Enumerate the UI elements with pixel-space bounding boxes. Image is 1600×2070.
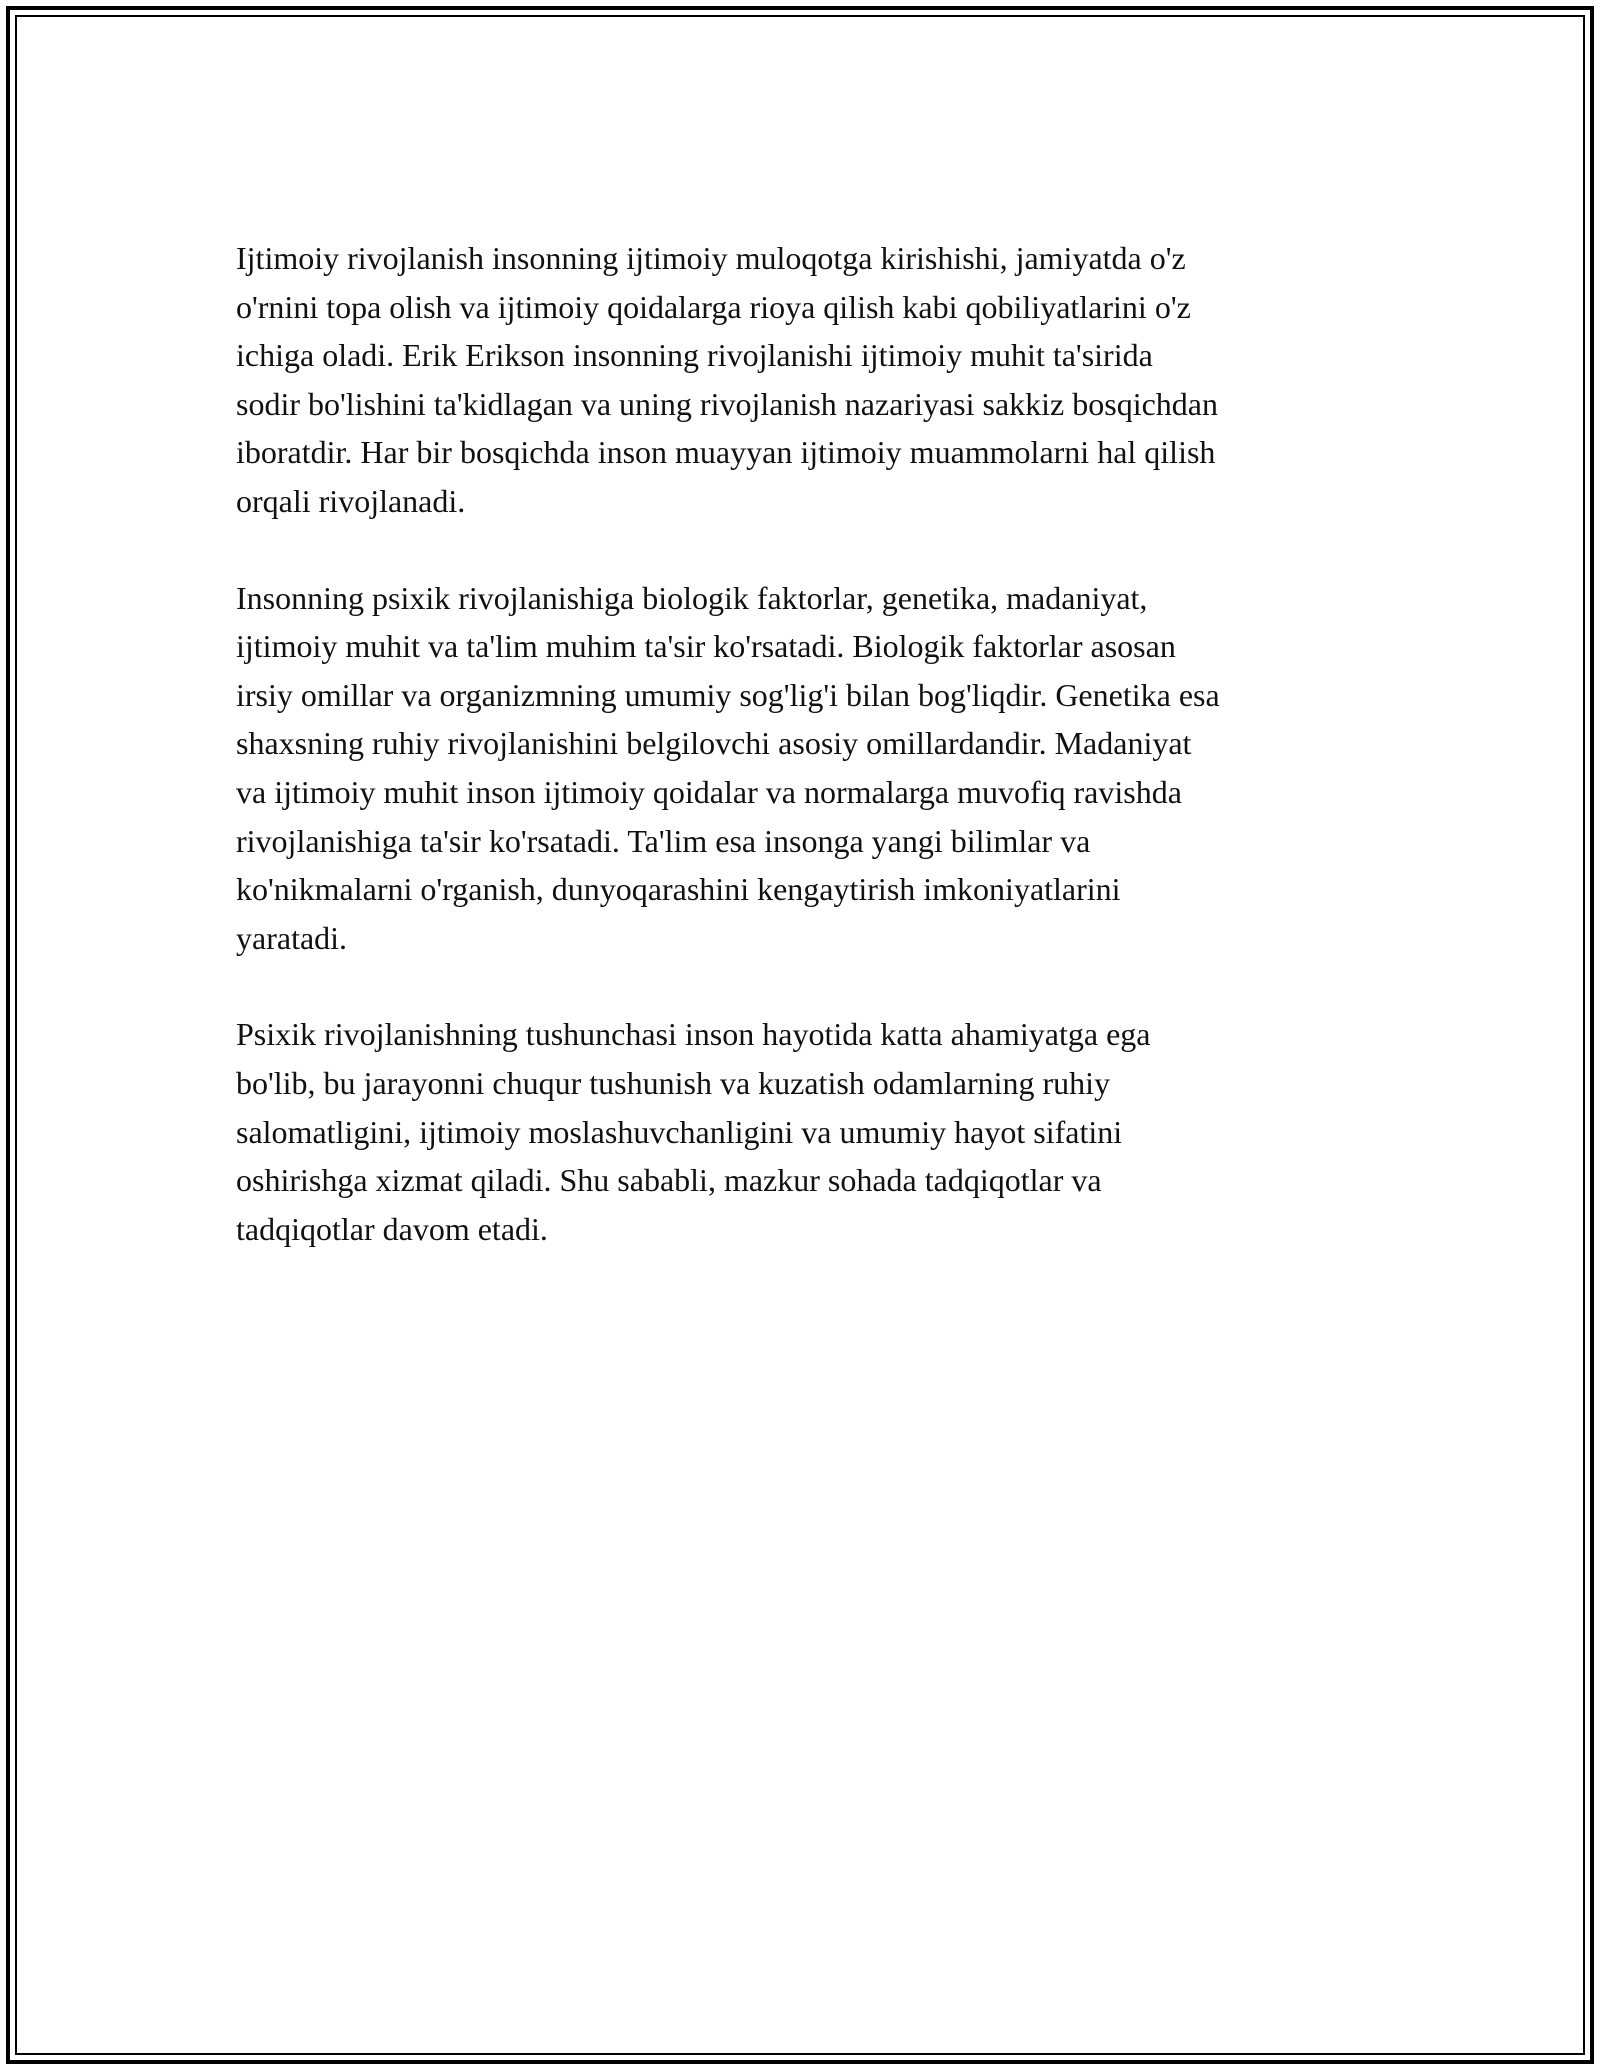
text-line: irsiy omillar va organizmning umumiy sog'lig'i bilan bog'liqdir. Genetika esa — [236, 676, 1220, 713]
text-line: va ijtimoiy muhit inson ijtimoiy qoidalar va normalarga muvofiq ravishda — [236, 773, 1182, 810]
document-body — [236, 234, 1376, 1301]
text-line: salomatligini, ijtimoiy moslashuvchanligini va umumiy hayot sifatini — [236, 1113, 1123, 1150]
text-line: orqali rivojlanadi. — [236, 482, 466, 519]
text-line: ijtimoiy muhit va ta'lim muhim ta'sir ko'rsatadi. Biologik faktorlar asosan — [236, 628, 1176, 665]
text-line: iboratdir. Har bir bosqichda inson muayyan ijtimoiy muammolarni hal qilish — [236, 434, 1216, 471]
text-line: o'rnini topa olish va ijtimoiy qoidalarga rioya qilish kabi qobiliyatlarini o'z — [236, 288, 1191, 325]
text-line: ichiga oladi. Erik Erikson insonning rivojlanishi ijtimoiy muhit ta'sirida — [236, 337, 1153, 374]
text-line: tadqiqotlar davom etadi. — [236, 1210, 548, 1247]
text-line: Psixik rivojlanishning tushunchasi inson hayotida katta ahamiyatga ega — [236, 1016, 1151, 1053]
text-line: rivojlanishiga ta'sir ko'rsatadi. Ta'lim esa insonga yangi bilimlar va — [236, 822, 1091, 859]
text-line: ko'nikmalarni o'rganish, dunyoqarashini kengaytirish imkoniyatlarini — [236, 871, 1121, 908]
paragraph-3 — [236, 1010, 1376, 1253]
paragraph-2 — [236, 574, 1376, 963]
text-line: Insonning psixik rivojlanishiga biologik faktorlar, genetika, madaniyat, — [236, 579, 1148, 616]
text-line: Ijtimoiy rivojlanish insonning ijtimoiy muloqotga kirishishi, jamiyatda o'z — [236, 240, 1186, 276]
text-line: bo'lib, bu jarayonni chuqur tushunish va kuzatish odamlarning ruhiy — [236, 1064, 1111, 1101]
paragraph-1 — [236, 234, 1376, 526]
text-line: oshirishga xizmat qiladi. Shu sababli, mazkur sohada tadqiqotlar va — [236, 1162, 1102, 1199]
text-line: yaratadi. — [236, 919, 348, 956]
text-line: shaxsning ruhiy rivojlanishini belgilovchi asosiy omillardandir. Madaniyat — [236, 725, 1192, 762]
text-line: sodir bo'lishini ta'kidlagan va uning rivojlanish nazariyasi sakkiz bosqichdan — [236, 385, 1218, 422]
